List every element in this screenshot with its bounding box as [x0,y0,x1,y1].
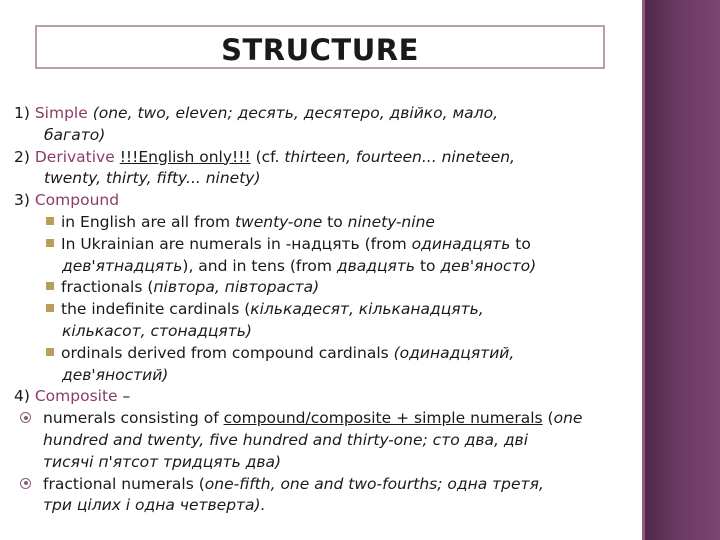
square-bullet-icon [46,282,54,290]
bullet-example: кількадесят, кільканадцять, [250,300,484,319]
compound-bullet-ukrainian [14,234,644,256]
bullet-text: fractionals ( [61,278,154,297]
bullet-underlined: compound/composite + simple numerals [223,409,543,428]
item-dash: – [117,387,131,406]
english-only-note: !!!English only!!! [119,147,251,166]
item-derivative [14,147,644,169]
composite-bullet-fractional-line2: три цілих і одна четверта). [43,496,266,515]
composite-bullet-consisting-line2: hundred and twenty, five hundred and thirty-one; сто два, дві [43,430,528,449]
bullet-example: twenty-one [234,212,323,231]
item-composite [14,386,644,408]
bullet-text: to [322,212,348,231]
bullet-text: to [510,234,531,253]
item-label: Compound [34,191,120,210]
item-label: Composite [34,387,118,406]
item-examples: thirteen, fourteen... nineteen, [284,147,515,166]
bullet-text: the indefinite cardinals ( [61,300,251,319]
slide-content [14,103,644,517]
bullet-example: (одинадцятий, [393,343,515,362]
compound-bullet-indefinite [14,299,644,321]
compound-bullet-english [14,212,644,234]
compound-bullet-ukrainian-continuation [14,256,644,278]
item-derivative-continuation: twenty, thirty, fifty... ninety) [44,169,261,188]
title-box [35,25,605,69]
bullet-example: півтора, півтораста) [153,278,320,297]
bullet-example: ninety-nine [347,212,435,231]
square-bullet-icon [46,239,54,247]
item-cf: (cf. [250,147,285,166]
item-number: 3) [14,191,35,210]
bullet-text: in English are all from [61,212,235,231]
bullet-text: to [415,256,441,275]
item-number: 4) [14,387,35,406]
square-bullet-icon [46,217,54,225]
composite-bullet-fractional [14,474,644,496]
compound-bullet-indefinite-continuation: кількасот, стонадцять) [62,321,252,340]
item-simple-continuation: багато) [44,125,106,144]
compound-bullet-fractionals [14,277,644,299]
item-simple [14,103,644,125]
bullet-text: In Ukrainian are numerals in -надцять (from [61,234,412,253]
bullet-text: ), and in tens (from [182,256,337,275]
bullet-example: двадцять [336,256,416,275]
bullet-example: one [553,409,583,428]
slide-title: STRUCTURE [215,33,425,67]
composite-bullet-consisting [14,408,644,430]
item-number: 1) [14,104,35,122]
circle-bullet-icon [20,412,31,423]
item-compound [14,190,644,212]
item-number: 2) [14,147,35,166]
bullet-example: одинадцять [411,234,511,253]
bullet-example: one-fifth, one and two-fourths; одна третя, [204,474,544,493]
square-bullet-icon [46,304,54,312]
bullet-example: дев'яносто) [440,256,537,275]
item-label: Derivative [34,147,115,166]
bullet-text: fractional numerals ( [43,474,205,493]
bullet-example: дев'ятнадцять [62,256,183,275]
circle-bullet-icon [20,478,31,489]
bullet-text: ( [542,409,554,428]
bullet-text: numerals consisting of [43,409,224,428]
composite-bullet-consisting-line3: тисячі п'ятсот тридцять два) [43,452,282,471]
compound-bullet-ordinals-continuation: дев'яностий) [62,365,169,384]
compound-bullet-ordinals [14,343,644,365]
item-label: Simple [34,104,88,122]
square-bullet-icon [46,348,54,356]
bullet-text: ordinals derived from compound cardinals [61,343,394,362]
item-examples: (one, two, eleven; десять, десятеро, двійко, мало, [87,104,499,122]
decorative-sidebar [642,0,720,540]
